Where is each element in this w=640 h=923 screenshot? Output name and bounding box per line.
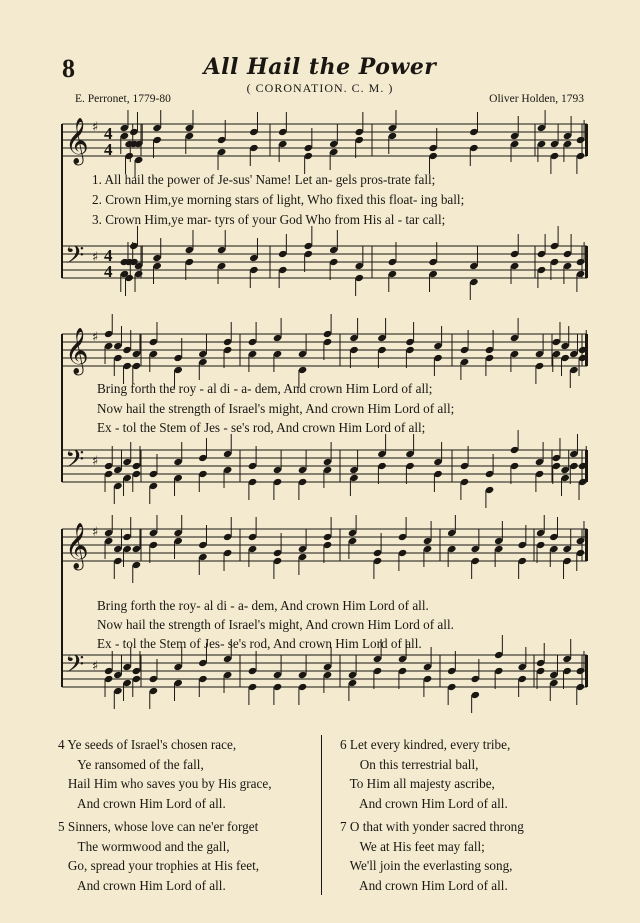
- page-number: 8: [62, 54, 75, 83]
- time-signature: 4: [104, 140, 113, 159]
- composer-credit: Oliver Holden, 1793: [489, 93, 584, 105]
- lyric-line: Bring forth the roy - al di - a- dem, And crown Him Lord of all;: [97, 381, 433, 396]
- bass-clef-icon: 𝄢: [65, 650, 85, 685]
- final-barline: [585, 529, 588, 561]
- key-signature-sharp-icon: ♯: [92, 659, 99, 674]
- bass-clef-icon: 𝄢: [65, 445, 85, 480]
- key-signature-sharp-icon: ♯: [92, 525, 99, 540]
- key-signature-sharp-icon: ♯: [92, 120, 99, 135]
- lyric-line: Ex - tol the Stem of Jes- se's rod, And crown Him Lord of all.: [97, 636, 422, 651]
- music-system-1: [0, 110, 640, 310]
- bass-clef-icon: 𝄢: [65, 241, 85, 276]
- time-signature: 4: [104, 262, 113, 281]
- music-system-3: [0, 515, 640, 715]
- tune-name: ( CORONATION. C. M. ): [246, 81, 394, 95]
- final-barline: [585, 655, 588, 687]
- column-divider: [321, 735, 322, 895]
- lyric-line: Now hail the strength of Israel's might, And crown Him Lord of all;: [97, 401, 455, 416]
- key-signature-sharp-icon: ♯: [92, 454, 99, 469]
- key-signature-sharp-icon: ♯: [92, 250, 99, 265]
- treble-clef-icon: 𝄞: [65, 118, 89, 164]
- lyric-line: Ex - tol the Stem of Jes - se's rod, And crown Him Lord of all;: [97, 420, 426, 435]
- author-credit: E. Perronet, 1779-80: [75, 93, 171, 105]
- final-barline: [585, 246, 588, 278]
- key-signature-sharp-icon: ♯: [92, 330, 99, 345]
- treble-clef-icon: 𝄞: [65, 328, 89, 374]
- lyric-line: 1. All hail the power of Je-sus' Name! Let an- gels pros-trate fall;: [92, 172, 436, 187]
- lyric-line: Now hail the strength of Israel's might, And crown Him Lord of all.: [97, 617, 454, 632]
- verse-7: 7 O that with yonder sacred throng We at His feet may fall; We'll join the everlasting song, And crown Him Lord of all.: [340, 819, 524, 893]
- verse-6: 6 Let every kindred, every tribe, On this terrestrial ball, To Him all majesty ascribe, And crown Him Lord of all.: [340, 737, 511, 811]
- time-signature: 4: [104, 246, 113, 265]
- hymn-title: All Hail the Power: [203, 54, 437, 80]
- verse-4: 4 Ye seeds of Israel's chosen race, Ye ransomed of the fall, Hail Him who saves you by His grace, And crown Him Lord of all.: [58, 737, 272, 811]
- time-signature: 4: [104, 124, 113, 143]
- lyric-line: 2. Crown Him,ye morning stars of light, Who fixed this float- ing ball;: [92, 192, 465, 207]
- lyric-line: 3. Crown Him,ye mar- tyrs of your God Who from His al - tar call;: [92, 212, 446, 227]
- final-barline: [585, 124, 588, 156]
- treble-clef-icon: 𝄞: [65, 523, 89, 569]
- verse-5: 5 Sinners, whose love can ne'er forget The wormwood and the gall, Go, spread your trophies at His feet, And crown Him Lord of all.: [58, 819, 260, 893]
- lyric-line: Bring forth the roy- al di - a- dem, And crown Him Lord of all.: [97, 598, 429, 613]
